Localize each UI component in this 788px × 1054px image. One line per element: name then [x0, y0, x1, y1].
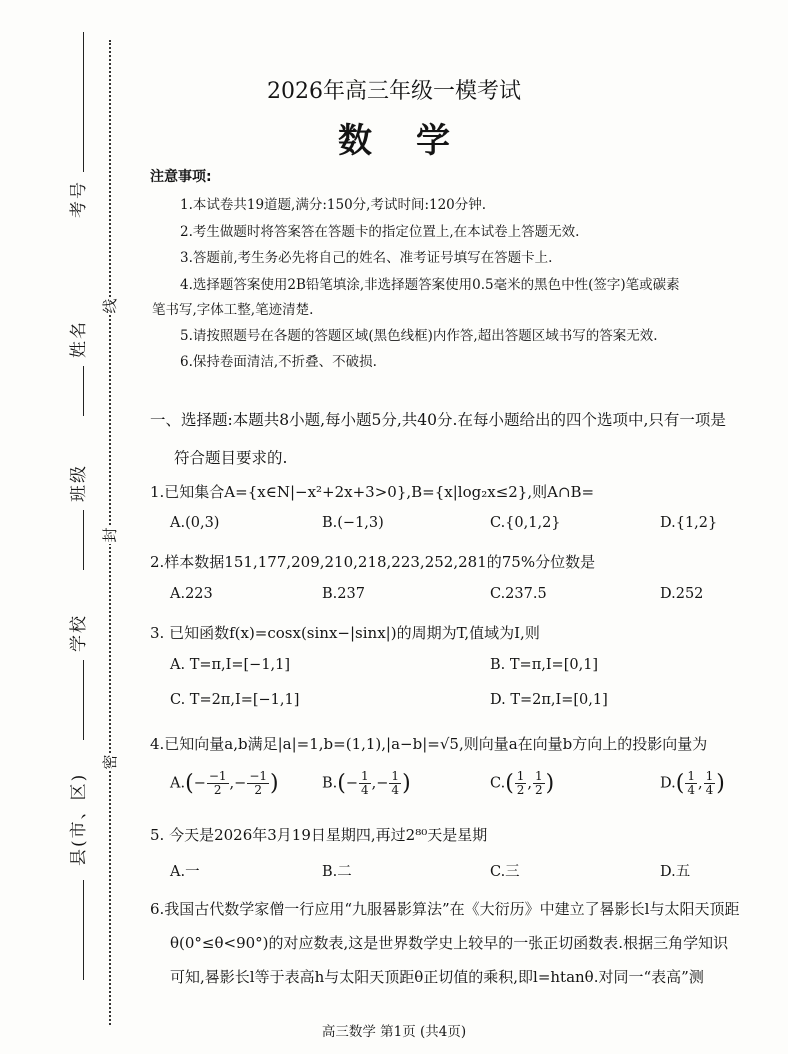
frac-den: 4: [687, 783, 695, 797]
field-class-label: 班级: [69, 464, 89, 502]
field-exam-number-label: 考号: [69, 180, 89, 218]
field-name-label: 姓名: [69, 320, 89, 358]
notice-item: 1.本试卷共19道题,满分:150分,考试时间:120分钟.: [180, 197, 487, 213]
question-3-stem: 3. 已知函数f(x)=cosx(sinx−|sinx|)的周期为T,值域为I,则: [150, 624, 540, 642]
notice-heading: 注意事项:: [150, 169, 212, 185]
fraction: [704, 770, 716, 797]
option-letter: A.: [170, 775, 186, 792]
q1-option-b: B.(−1,3): [322, 515, 384, 531]
notice-item: 6.保持卷面清洁,不折叠、不破损.: [180, 354, 377, 370]
frac-num: 1: [687, 769, 695, 783]
fraction: [685, 770, 697, 797]
q2-option-a: A.223: [170, 586, 213, 602]
sign: −: [193, 775, 206, 792]
q1-option-d: D.{1,2}: [660, 515, 718, 531]
q4-option-d: D.( $\frac{1}{4}$ , $\frac{1}{4}$ ): [660, 769, 725, 797]
q4-option-b: B.(− $\frac{1}{4}$ ,− $\frac{1}{4}$ ): [322, 769, 411, 797]
option-letter: C.: [490, 775, 506, 792]
field-name-line[interactable]: [69, 366, 84, 416]
field-class-line[interactable]: [69, 510, 84, 570]
sign: −: [234, 775, 247, 792]
q1-option-a: A.(0,3): [170, 515, 220, 531]
q3-option-a: A. T=π,I=[−1,1]: [170, 657, 291, 673]
fraction: [207, 770, 229, 797]
section-heading-cont: 符合题目要求的.: [174, 449, 288, 467]
field-school-line[interactable]: [69, 660, 84, 740]
page-footer: 高三数学 第1页 (共4页): [321, 1024, 467, 1040]
notice-item: 3.答题前,考生务必先将自己的姓名、准考证号填写在答题卡上.: [180, 250, 553, 266]
frac-den: 2: [535, 783, 543, 797]
fraction: [247, 770, 269, 797]
exam-title: 2026年高三年级一模考试: [267, 79, 521, 104]
frac-den: 4: [705, 783, 714, 797]
field-name[interactable]: [64, 320, 89, 416]
field-school-label: 学校: [69, 614, 89, 652]
frac-den: 2: [213, 783, 222, 797]
q3-option-b: B. T=π,I=[0,1]: [490, 657, 599, 673]
question-1-stem: 1.已知集合A={x∈N|−x²+2x+3>0},B={x|log₂x≤2},则A∩B=: [150, 483, 595, 501]
field-county-label: 县(市、区): [69, 772, 89, 866]
frac-num: −1: [208, 769, 227, 783]
frac-num: 1: [516, 769, 525, 783]
question-6-line: 6.我国古代数学家僧一行应用“九服晷影算法”在《大衍历》中建立了晷影长l与太阳天顶距: [150, 900, 740, 918]
q4-option-a: A.(− $\frac{-1}{2}$ ,− $\frac{-1}{2}$ ): [170, 769, 279, 797]
question-6-line: 可知,晷影长l等于表高h与太阳天顶距θ正切值的乘积,即l=htanθ.对同一“表高”测: [170, 968, 704, 986]
frac-den: 2: [254, 783, 262, 797]
q5-option-c: C.三: [490, 864, 520, 880]
question-6-line: θ(0°≤θ<90°)的对应数表,这是世界数学史上较早的一张正切函数表.根据三角学知识: [170, 934, 729, 952]
field-county-line[interactable]: [69, 880, 84, 980]
question-5-stem: 5. 今天是2026年3月19日星期四,再过2⁸⁰天是星期: [150, 826, 488, 844]
frac-num: 1: [535, 769, 543, 783]
q2-option-b: B.237: [322, 586, 365, 602]
field-county[interactable]: [64, 773, 89, 980]
notice-item: 4.选择题答案使用2B铅笔填涂,非选择题答案使用0.5毫米的黑色中性(签字)笔或碳素: [180, 277, 680, 293]
question-2-stem: 2.样本数据151,177,209,210,218,223,252,281的75%分位数是: [150, 553, 596, 571]
frac-den: 2: [516, 783, 525, 797]
q5-option-d: D.五: [660, 864, 691, 880]
notice-item: 笔书写,字体工整,笔迹清楚.: [152, 302, 314, 318]
frac-den: 4: [361, 783, 369, 797]
seal-char-seal: 封: [101, 527, 119, 543]
field-class[interactable]: [64, 464, 89, 570]
frac-den: 4: [391, 783, 400, 797]
q5-option-a: A.一: [170, 864, 200, 880]
notice-item: 5.请按照题号在各题的答题区域(黑色线框)内作答,超出答题区域书写的答案无效.: [180, 328, 658, 344]
frac-num: 1: [705, 769, 714, 783]
fraction: [515, 770, 527, 797]
fraction: [359, 770, 371, 797]
q2-option-c: C.237.5: [490, 586, 547, 602]
section-heading: 一、选择题:本题共8小题,每小题5分,共40分.在每小题给出的四个选项中,只有一项是: [150, 411, 726, 429]
seal-char-line: 线: [101, 298, 119, 314]
seal-char-secret: 密: [101, 754, 119, 770]
frac-num: 1: [361, 769, 369, 783]
question-4-stem: 4.已知向量a,b满足|a|=1,b=(1,1),|a−b|=√5,则向量a在向量b方向上的投影向量为: [150, 735, 708, 753]
fraction: [389, 770, 401, 797]
q5-option-b: B.二: [322, 864, 352, 880]
subject-title: 数学: [338, 121, 494, 161]
fraction: [533, 770, 545, 797]
q4-option-c: C.( $\frac{1}{2}$ , $\frac{1}{2}$ ): [490, 769, 555, 797]
notice-item: 2.考生做题时将答案答在答题卡的指定位置上,在本试卷上答题无效.: [180, 224, 580, 240]
q2-option-d: D.252: [660, 586, 704, 602]
sign: −: [345, 775, 359, 792]
option-letter: D.: [660, 775, 676, 792]
sign: −: [376, 775, 389, 792]
q3-option-c: C. T=2π,I=[−1,1]: [170, 692, 300, 708]
field-school[interactable]: [64, 614, 89, 740]
q3-option-d: D. T=2π,I=[0,1]: [490, 692, 608, 708]
frac-num: −1: [249, 769, 268, 783]
option-letter: B.: [322, 775, 338, 792]
q1-option-c: C.{0,1,2}: [490, 515, 561, 531]
frac-num: 1: [391, 769, 400, 783]
